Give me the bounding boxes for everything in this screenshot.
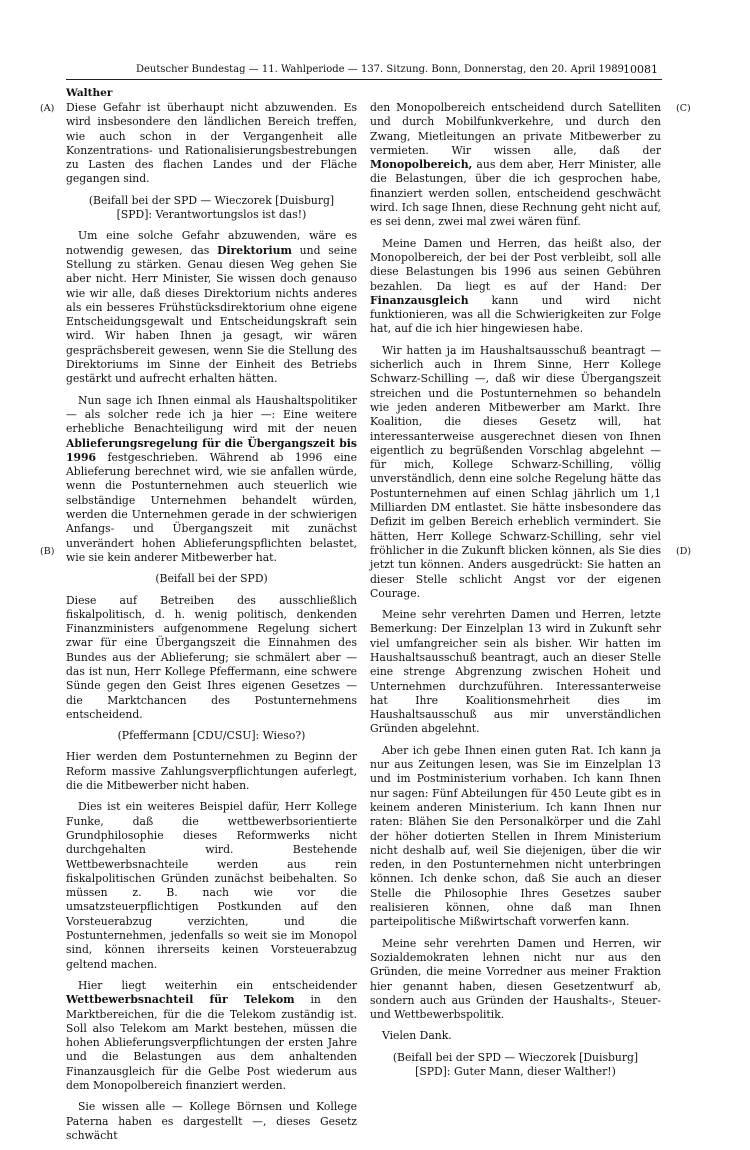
paragraph: Meine sehr verehrten Damen und Herren, wir Sozialdemokraten lehnen nicht nur aus den Gründen, die meine Vorredner aus meiner Fraktion hier genannt haben, diesen Gesetzentwurf ab, sondern auch aus Gründen der Haushalts-, Steuer- und Wettbewerbspolitik. [370,936,661,1022]
paragraph: Vielen Dank. [382,1029,452,1043]
speaker-name: Walther [66,87,113,99]
header-title: Deutscher Bundestag — 11. Wahlperiode — 137. Sitzung. Bonn, Donnerstag, den 20. April 1989 [136,64,624,75]
paragraph: Aber ich gebe Ihnen einen guten Rat. Ich kann ja nur aus Zeitungen lesen, was Sie im Einzelplan 13 und im Postministerium vorhaben. Ich kann Ihnen nur sagen: Fünf Abteilungen für 450 Leute gibt es in keinem anderen Ministerium. Ich kann Ihnen nur raten: Blähen Sie den Personalkörper und die Zahl der höher dotierten Stellen in Ihrem Ministerium nicht deshalb auf, weil Sie diejenigen, über die wir reden, in den Postunternehmen nicht unterbringen können. Ich denke schon, daß Sie auch an dieser Stelle die Philosophie Ihres Gesetzes sauber realisieren können, ohne daß man Ihnen parteipolitische Mißwirtschaft vorwerfen kann. [370,743,661,929]
paragraph: Um eine solche Gefahr abzuwenden, wäre es notwendig gewesen, das Direktorium und seine Stellung zu stärken. Genau diesen Weg gehen Sie aber nicht. Herr Minister, Sie wissen doch genauso wie wir alle, daß dieses Direktorium nichts anderes als ein besseres Frühstücksdirektorium ohne eigene Entscheidungsgewalt und Entscheidungskraft sein wird. Wir haben Ihnen ja gesagt, wir wären gesprächsbereit gewesen, wenn Sie die Stellung des Direktoriums im Sinne der Einheit des Betriebs gestärkt und aufrecht erhalten hätten. [66,229,357,386]
margin-marker-d: (D) [676,546,692,557]
interjection: (Beifall bei der SPD — Wieczorek [Duisburg] [SPD]: Guter Mann, dieser Walther!) [392,1050,639,1078]
paragraph: Meine sehr verehrten Damen und Herren, letzte Bemerkung: Der Einzelplan 13 wird in Zukunft sehr viel umfangreicher sein als bisher. Wir hatten im Haushaltsausschuß beantragt, auch an dieser Stelle eine strenge Abgrenzung zwischen Hoheit und Unternehmen durchzuführen. Interessanterweise hat Ihre Koalitionsmehrheit dies im Haushaltsausschuß aus mir unverständlichen Gründen abgelehnt. [370,608,661,736]
page-header [66,63,682,77]
paragraph: Hier liegt weiterhin ein entscheidender Wettbewerbsnachteil für Telekom in den Marktbereichen, für die die Telekom zuständig ist. Soll also Telekom am Markt bestehen, müssen die hohen Ablieferungsverpflichtungen der ersten Jahre und die Belastungen aus dem anhaltenden Finanzausgleich für die Gelbe Post wiederum aus dem Monopolbereich finanziert werden. [66,978,358,1092]
bold-term: Ablieferungsregelung für die Übergangszeit bis 1996 [66,436,357,464]
interjection: (Pfeffermann [CDU/CSU]: Wieso?) [117,729,306,743]
page-number: 10081 [623,63,658,76]
paragraph: Nun sage ich Ihnen einmal als Haushaltspolitiker — als solcher rede ich ja hier —: Eine weitere erhebliche Benachteiligung wird mit der neuen Ablieferungsregelung für die Übergangszeit bis 1996 festgeschrieben. Während ab 1996 eine Ablieferung berechnet wird, wie sie anfallen würde, wenn die Postunternehmen auch steuerlich wie selbständige Unternehmen behandelt würden, werden die Unternehmen gerade in der schwierigen Anfangs- und Übergangszeit mit zunächst unverändert hohen Ablieferungspflichten belastet, wie sie kein anderer Mitbewerber hat. [66,393,357,564]
paragraph: Diese Gefahr ist überhaupt nicht abzuwenden. Es wird insbesondere den ländlichen Bereich treffen, wie auch schon in der Vergangenheit alle Konzentrations- und Rationalisierungsbestrebungen zu Lasten des flachen Landes und der Fläche gegangen sind. [66,101,357,186]
paragraph: Meine Damen und Herren, das heißt also, der Monopolbereich, der bei der Post verbleibt, soll alle diese Belastungen bis 1996 aus seinen Gebühren bezahlen. Da liegt es auf der Hand: Der Finanzausgleich kann und wird nicht funktionieren, was all die Schwierigkeiten zur Folge hat, auf die ich hier hingewiesen habe. [370,236,661,336]
interjection: (Beifall bei der SPD) [155,572,268,586]
header-rule [66,79,662,80]
left-column [66,101,357,1150]
paragraph: Dies ist ein weiteres Beispiel dafür, Herr Kollege Funke, daß die wettbewerbsorientierte Grundphilosophie dieses Reformwerks nicht durchgehalten wird. Bestehende Wettbewerbsnachteile werden aus rein fiskalpolitischen Gründen zunächst beibehalten. So müssen z. B. nach wie vor die umsatzsteuerpflichtigen Postkunden auf den Vorsteuerabzug verzichten, und die Postunternehmen, jedenfalls so weit sie im Monopol sind, können ihrerseits keinen Vorsteuerabzug geltend machen. [66,800,357,971]
bold-term: Finanzausgleich [370,293,469,307]
bold-term: Monopolbereich, [370,158,473,172]
margin-marker-c: (C) [676,103,691,114]
margin-marker-b: (B) [40,546,55,557]
paragraph: Diese auf Betreiben des ausschließlich fiskalpolitisch, d. h. wenig politisch, denkenden Finanzministers aufgenommene Regelung sichert zwar für eine Übergangszeit die Einnahmen des Bundes aus der Ablieferung; sie schmälert aber — das ist nun, Herr Kollege Pfeffermann, eine schwere Sünde gegen den Geist Ihres eigenen Gesetzes — die Marktchancen des Postunternehmens entscheidend. [66,593,357,721]
paragraph: Sie wissen alle — Kollege Börnsen und Kollege Paterna haben es dargestellt —, dieses Gesetz schwächt [66,1100,357,1142]
paragraph: Hier werden dem Postunternehmen zu Beginn der Reform massive Zahlungsverpflichtungen auferlegt, die die Mitbewerber nicht haben. [66,750,357,793]
interjection: (Beifall bei der SPD — Wieczorek [Duisburg] [SPD]: Verantwortungslos ist das!) [88,193,335,222]
bold-term: Wettbewerbsnachteil für Telekom [66,993,295,1007]
bold-term: Direktorium [217,243,292,257]
paragraph: den Monopolbereich entscheidend durch Satelliten und durch Mobilfunkverkehre, und durch den Zwang, Mietleitungen an private Mitbewerber zu vermieten. Wir wissen alle, daß der Monopolbereich, aus dem aber, Herr Minister, alle die Belastungen, über die ich gesprochen habe, finanziert werden sollen, entscheidend geschwächt wird. Ich sage Ihnen, diese Rechnung geht nicht auf, es sei denn, zwei mal zwei wären fünf. [370,101,661,229]
margin-marker-a: (A) [40,103,55,114]
right-column [370,101,661,1086]
paragraph: Wir hatten ja im Haushaltsausschuß beantragt — sicherlich auch in Ihrem Sinne, Herr Kollege Schwarz-Schilling —, daß wir diese Übergangszeit streichen und die Postunternehmen so behandeln wie jeden anderen Mitbewerber am Markt. Ihre Koalition, die dieses Gesetz will, hat interessanterweise ausgerechnet diesen von Ihnen eigentlich zu begrüßenden Vorschlag abgelehnt — für mich, Kollege Schwarz-Schilling, völlig unverständlich, denn eine solche Regelung hätte das Postunternehmen auf einen Schlag jährlich um 1,1 Milliarden DM entlastet. Sie hätte insbesondere das Defizit im gelben Bereich erheblich vermindert. Sie hätten, Herr Kollege Schwarz-Schilling, sehr viel fröhlicher in die Zukunft blicken können, als Sie dies jetzt tun können. Anders ausgedrückt: Sie hatten an dieser Stelle schlicht Angst vor der eigenen Courage. [370,343,661,600]
